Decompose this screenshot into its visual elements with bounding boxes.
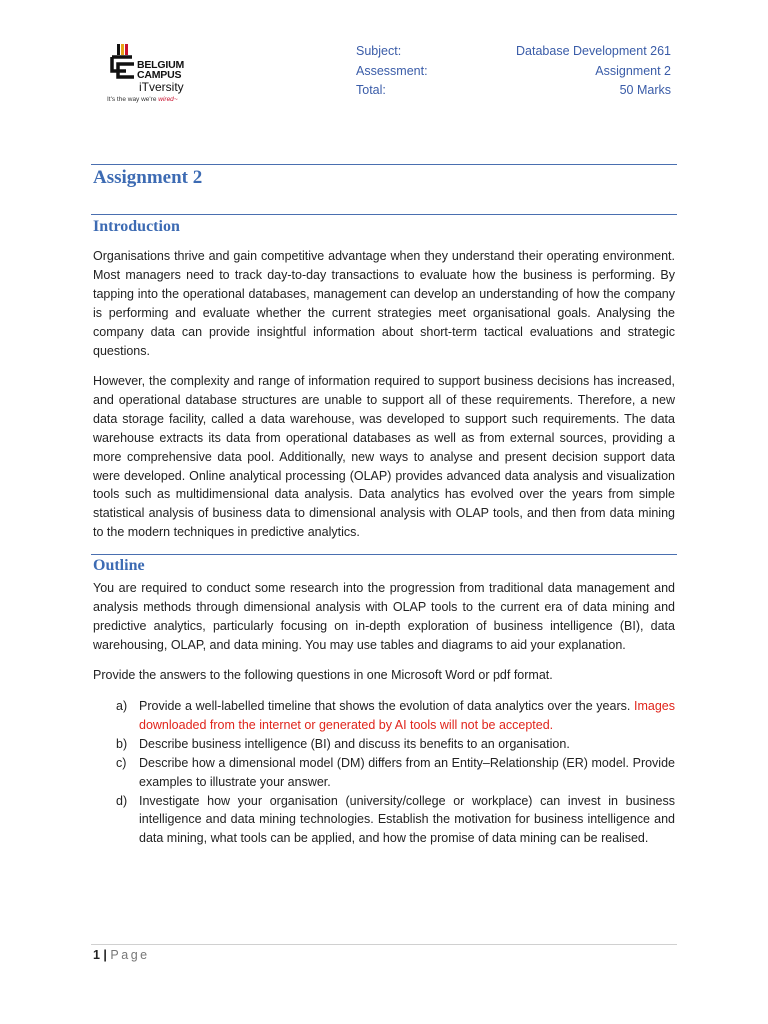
logo-text: BELGIUM CAMPUS — [137, 59, 185, 81]
assessment-label: Assessment: — [356, 63, 428, 78]
footer-rule — [91, 944, 677, 945]
total-label: Total: — [356, 83, 386, 97]
header-values — [516, 42, 671, 101]
introduction-paragraph-2: However, the complexity and range of information required to support business decisions has increased, and operational database structures are unable to support all of these requirements. Therefore, a new data storage facility, called a data warehouse, was developed to support such requirements. The data warehouse extracts its data from operational databases as well as from external sources, providing a more comprehensive data pool. Additionally, new ways to analyse and present decision support data were developed. Online analytical processing (OLAP) provides advanced data analysis and visualization tools such as multidimensional data analysis. Data analytics has evolved over the years from simple statistical analysis of business data to dimensional analysis with OLAP tools, and then from data mining to the modern techniques in predictive analytics. — [93, 374, 675, 540]
question-text: Describe how a dimensional model (DM) differs from an Entity–Relationship (ER) model. Provide examples to illustrate your answer. — [139, 755, 675, 789]
total-value: 50 Marks — [619, 83, 671, 97]
list-item — [93, 792, 675, 849]
section-rule-outline — [91, 554, 677, 555]
question-text: Describe business intelligence (BI) and discuss its benefits to an organisation. — [139, 736, 570, 751]
list-item — [93, 697, 675, 735]
page-title: Assignment 2 — [93, 167, 203, 188]
subject-label: Subject: — [356, 44, 402, 58]
page-label: Page — [110, 948, 150, 962]
assessment-value: Assignment 2 — [595, 63, 671, 78]
logo-tagline: It's the way we're wired~ — [107, 96, 178, 103]
header-labels — [356, 42, 428, 101]
page-footer — [93, 948, 150, 962]
introduction-paragraph-1: Organisations thrive and gain competitive advantage when they understand their operating environment. Most managers need to track day-to-day transactions to evaluate how the business is performing. By tapping into the operational databases, management can develop an understanding of how the company is performing and evaluate whether the current strategies meet organisational goals. Analysing the company data can provide insightful information about short-term tactical evaluations and strategic questions. — [93, 249, 675, 358]
question-list — [93, 697, 675, 848]
list-item — [93, 735, 675, 754]
page-number: 1 — [93, 948, 100, 962]
question-warning: Images downloaded from the internet or generated by AI tools will not be accepted. — [139, 699, 675, 732]
list-marker: a) — [116, 699, 128, 713]
subject-value: Database Development 261 — [516, 44, 671, 58]
logo-subtext: iTversity — [139, 80, 184, 94]
list-item — [93, 754, 675, 792]
logo — [104, 43, 214, 107]
list-marker: d) — [116, 793, 128, 808]
outline-paragraph-2: Provide the answers to the following questions in one Microsoft Word or pdf format. — [93, 668, 553, 682]
title-top-rule — [91, 164, 677, 165]
introduction-heading: Introduction — [93, 218, 180, 235]
list-marker: c) — [116, 755, 127, 770]
outline-paragraph-1: You are required to conduct some research into the progression from traditional data management and analysis methods through dimensional analysis with OLAP tools to the current era of data mining and predictive analytics, particularly focusing on in-depth exploration of business intelligence (BI), data warehousing, OLAP, and data mining. You may use tables and diagrams to aid your explanation. — [93, 581, 675, 652]
question-text: Provide a well-labelled timeline that shows the evolution of data analytics over the years. — [139, 699, 634, 713]
page-separator: | — [99, 948, 111, 962]
question-text: Investigate how your organisation (university/college or workplace) can invest in business intelligence and data mining technologies. Establish the motivation for business intelligence and data mining, what tools can be applied, and how the promise of data mining can be realised. — [139, 793, 675, 846]
belgium-campus-logo-icon — [104, 43, 138, 83]
outline-heading: Outline — [93, 557, 145, 574]
section-rule-introduction — [91, 214, 677, 215]
list-marker: b) — [116, 736, 128, 751]
